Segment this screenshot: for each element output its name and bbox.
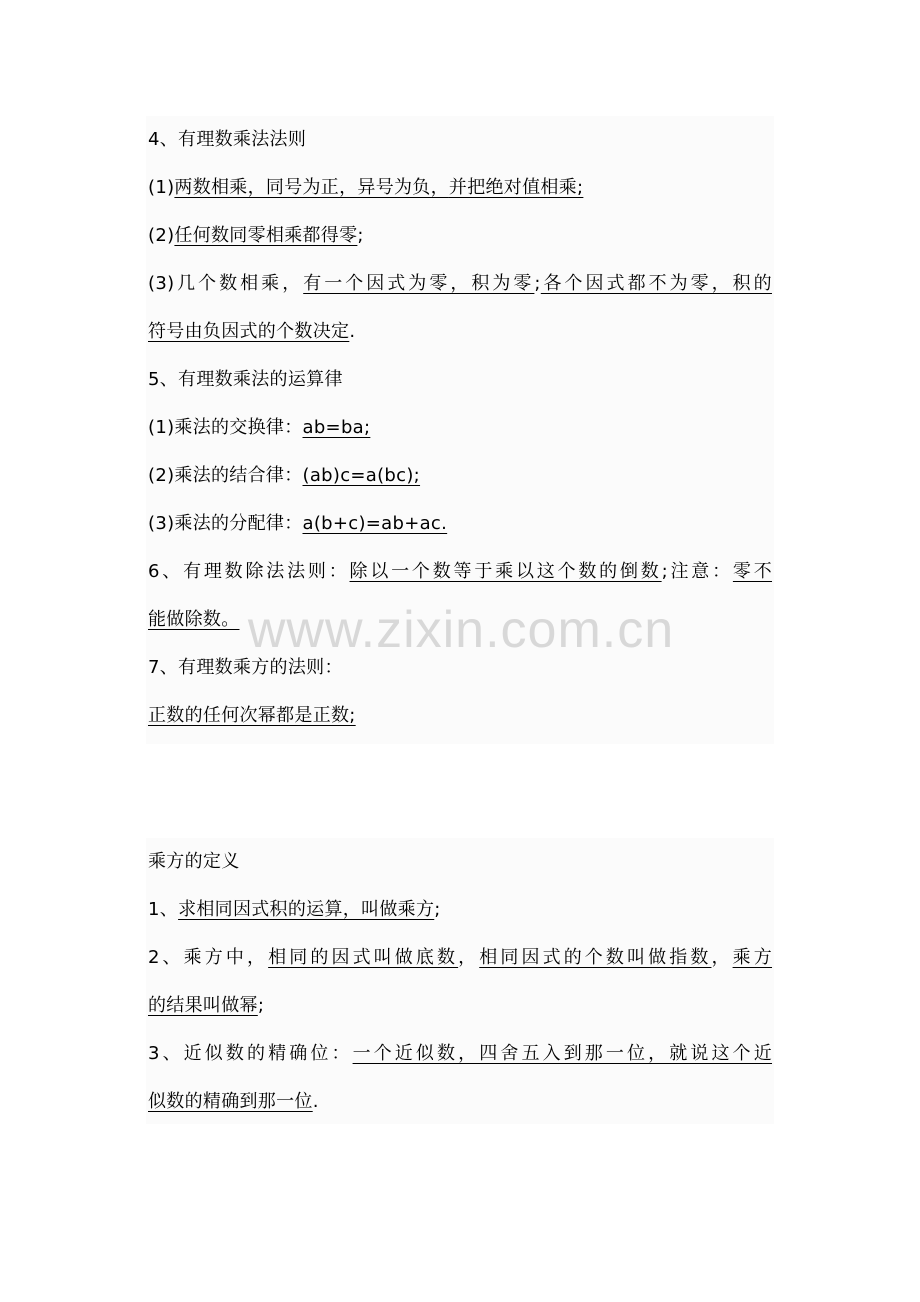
rule-2-line: (2)任何数同零相乘都得零; <box>148 225 364 246</box>
rule-2-text: 任何数同零相乘都得零 <box>174 225 358 246</box>
multiplication-rules-block <box>146 116 774 744</box>
heading-multiplication-rule: 4、有理数乘法法则 <box>148 129 307 150</box>
precision-text-b: 似数的精确到那一位 <box>148 1091 313 1112</box>
division-note-a: 零不 <box>732 561 773 582</box>
commutative-law-line: (1)乘法的交换律：ab=ba; <box>148 417 371 438</box>
heading-multiplication-laws: 5、有理数乘法的运算律 <box>148 369 343 390</box>
distributive-formula: a(b+c)=ab+ac. <box>302 513 448 534</box>
definition-2-line-cont: 的结果叫做幂; <box>148 995 265 1016</box>
rule-3-text-a: 有一个因式为零，积为零 <box>303 273 535 294</box>
commutative-formula: ab=ba; <box>302 417 371 438</box>
definition-1-line: 1、求相同因式积的运算，叫做乘方; <box>148 899 441 920</box>
power-result-b: 的结果叫做幂 <box>148 995 258 1016</box>
precision-text-a: 一个近似数，四舍五入到那一位，就说这个近 <box>352 1043 773 1064</box>
associative-formula: (ab)c=a(bc); <box>302 465 421 486</box>
power-rule-line <box>146 692 774 740</box>
watermark: www.zixin.com.cn <box>247 601 675 659</box>
precision-line-cont: 似数的精确到那一位. <box>148 1091 319 1112</box>
power-definition-block <box>146 838 774 1124</box>
power-rule-text: 正数的任何次幂都是正数; <box>148 705 356 726</box>
rule-1-text: 两数相乘，同号为正，异号为负， <box>174 177 449 198</box>
rule-1-line: (1)两数相乘，同号为正，异号为负，并把绝对值相乘; <box>148 177 584 198</box>
rule-3-text-c: 符号由负因式的个数决定 <box>148 321 350 342</box>
distributive-law-line: (3)乘法的分配律：a(b+c)=ab+ac. <box>148 513 448 534</box>
power-result-a: 乘方 <box>732 947 773 968</box>
rule-3-text-b: 各个因式都不为零，积的 <box>540 273 772 294</box>
base-definition: 相同的因式叫做底数 <box>268 947 459 968</box>
division-rule-line: 6、有理数除法法则：除以一个数等于乘以这个数的倒数;注意：零不 <box>148 561 773 582</box>
division-rule-text: 除以一个数等于乘以这个数的倒数 <box>349 561 662 582</box>
precision-line: 3、近似数的精确位：一个近似数，四舍五入到那一位，就说这个近 <box>148 1043 773 1064</box>
rule-1-text-end: 并把绝对值相乘; <box>448 177 584 198</box>
definition-1-text: 求相同因式积的运算，叫做乘方 <box>178 899 435 920</box>
division-note-b: 能做除数。 <box>148 609 240 630</box>
rule-3-line: (3)几个数相乘，有一个因式为零，积为零;各个因式都不为零，积的 <box>148 273 772 294</box>
heading-power-rule: 7、有理数乘方的法则： <box>148 657 343 678</box>
exponent-definition: 相同因式的个数叫做指数 <box>479 947 712 968</box>
definition-2-line: 2、乘方中，相同的因式叫做底数，相同因式的个数叫做指数，乘方 <box>148 947 773 968</box>
heading-power-definition: 乘方的定义 <box>148 851 240 872</box>
associative-law-line: (2)乘法的结合律：(ab)c=a(bc); <box>148 465 421 486</box>
rule-3-line-cont: 符号由负因式的个数决定. <box>148 321 356 342</box>
division-rule-line-cont <box>146 596 774 644</box>
